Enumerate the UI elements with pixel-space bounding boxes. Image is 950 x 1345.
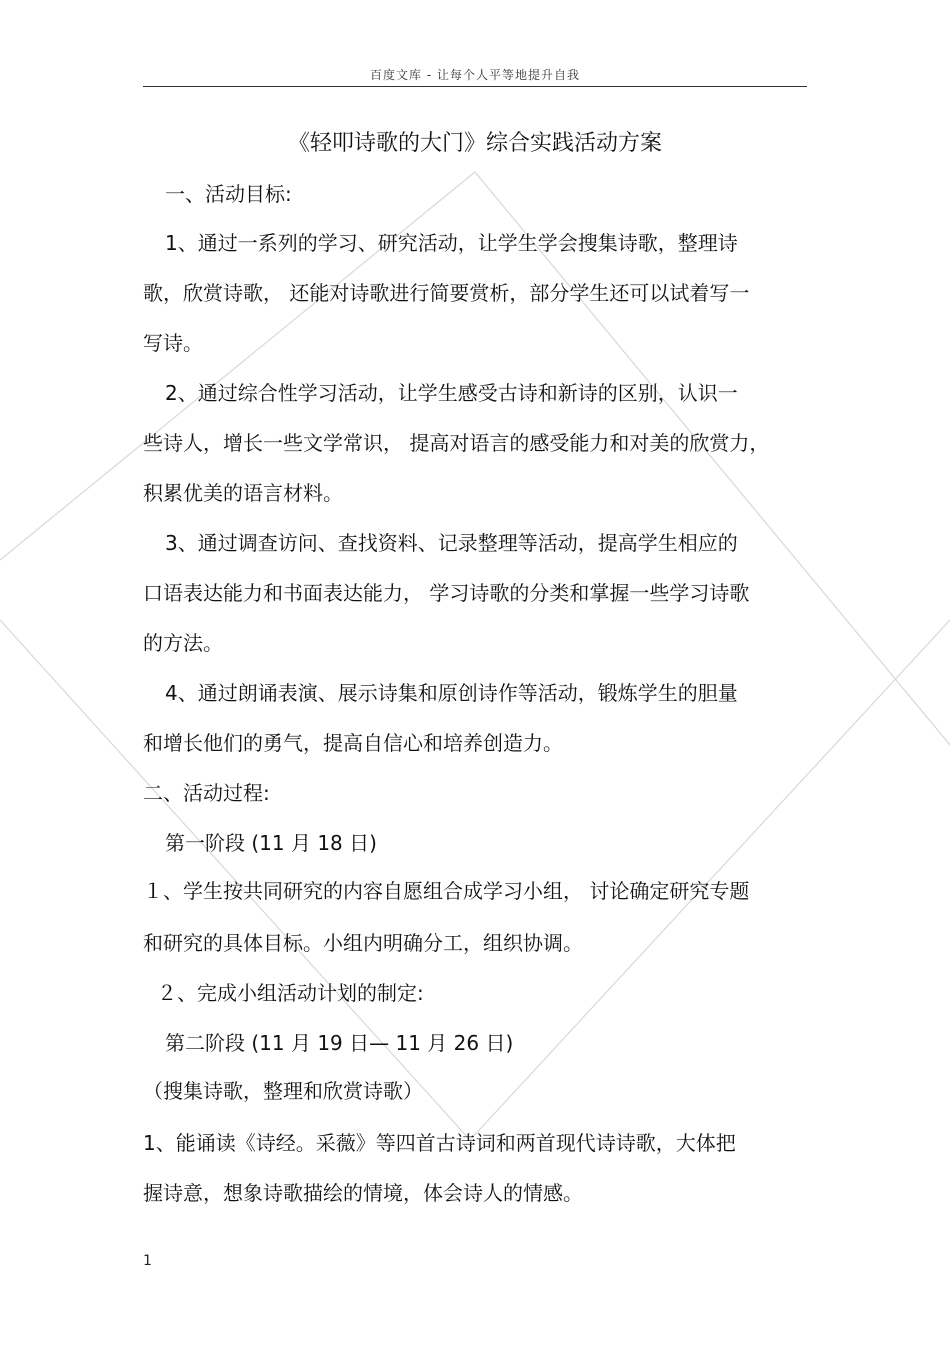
paragraph-line: 3、通过调查访问、查找资料、记录整理等活动，提高学生相应的 [165,531,738,555]
paragraph-line: 2、通过综合性学习活动，让学生感受古诗和新诗的区别，认识一 [165,381,738,405]
paragraph-line: ２、完成小组活动计划的制定: [157,981,424,1005]
stage-heading: 第二阶段 (11 月 19 日— 11 月 26 日) [165,1031,514,1055]
stage-subtitle: （搜集诗歌，整理和欣赏诗歌） [143,1079,423,1103]
paragraph-line: 1、能诵读《诗经。采薇》等四首古诗词和两首现代诗诗歌，大体把 [143,1131,736,1155]
document-title: 《轻叩诗歌的大门》综合实践活动方案 [287,131,662,156]
paragraph-line: １、学生按共同研究的内容自愿组合成学习小组， 讨论确定研究专题 [143,879,750,903]
paragraph-line: 和研究的具体目标。小组内明确分工，组织协调。 [143,931,583,955]
page-header: 百度文库 - 让每个人平等地提升自我 [370,68,580,82]
paragraph-line: 写诗。 [143,331,203,355]
paragraph-line: 握诗意，想象诗歌描绘的情境，体会诗人的情感。 [143,1181,583,1205]
paragraph-line: 1、通过一系列的学习、研究活动，让学生学会搜集诗歌，整理诗 [165,231,738,255]
header-divider [143,86,807,87]
paragraph-line: 和增长他们的勇气，提高自信心和培养创造力。 [143,731,563,755]
paragraph-line: 歌，欣赏诗歌， 还能对诗歌进行简要赏析，部分学生还可以试着写一 [143,281,750,305]
paragraph-line: 4、通过朗诵表演、展示诗集和原创诗作等活动，锻炼学生的胆量 [165,681,738,705]
paragraph-line: 的方法。 [143,631,223,655]
stage-heading: 第一阶段 (11 月 18 日) [165,831,377,855]
paragraph-line: 口语表达能力和书面表达能力， 学习诗歌的分类和掌握一些学习诗歌 [143,581,750,605]
section-heading: 二、活动过程: [143,781,270,805]
page-number: 1 [143,1253,152,1269]
paragraph-line: 些诗人，增长一些文学常识， 提高对语言的感受能力和对美的欣赏力， [143,431,770,455]
section-heading: 一、活动目标: [165,182,292,206]
paragraph-line: 积累优美的语言材料。 [143,481,343,505]
